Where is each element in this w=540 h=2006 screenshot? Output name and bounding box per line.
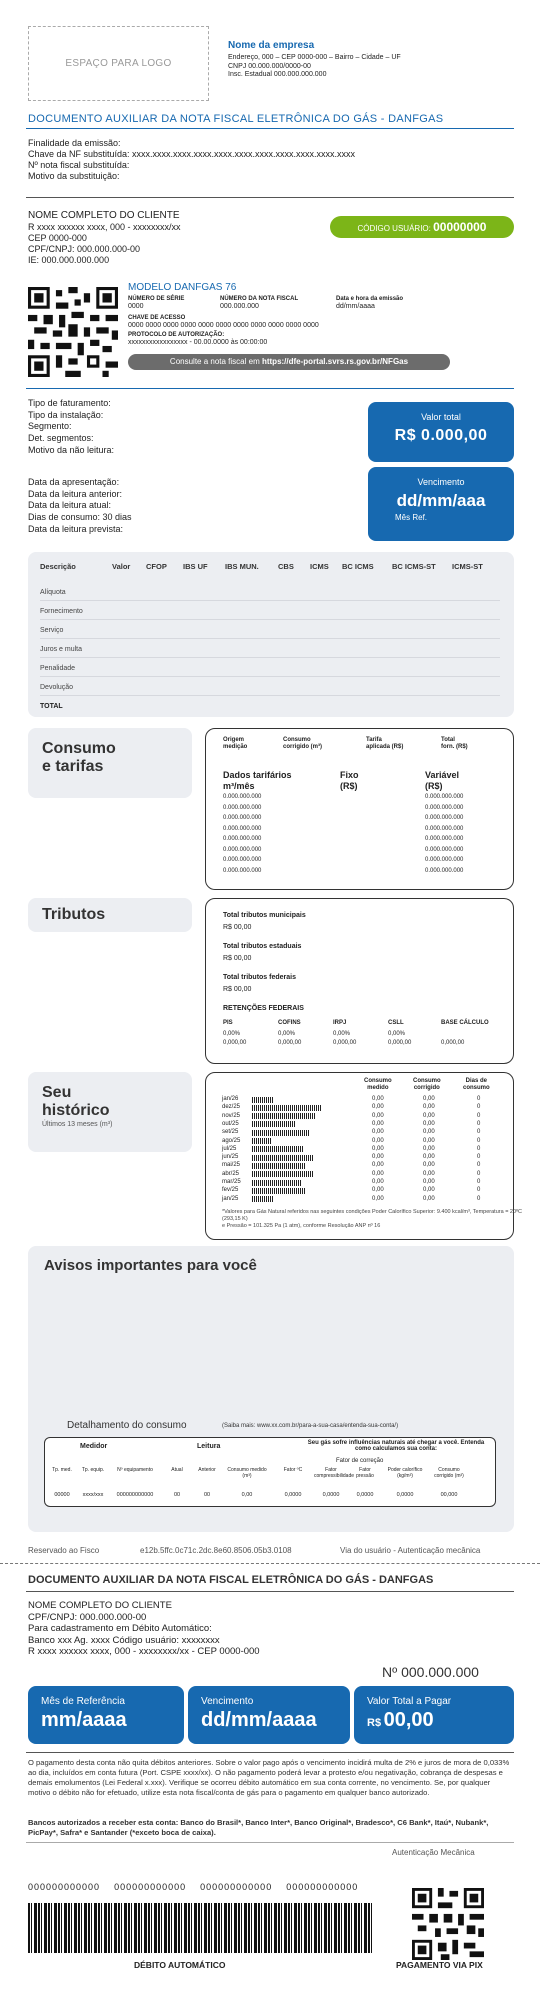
stub-total-box xyxy=(354,1686,514,1744)
tax-header: IBS UF xyxy=(183,562,208,571)
hist-month: mar/25 xyxy=(222,1179,241,1185)
hist-measured-value: 0,00 xyxy=(372,1129,384,1136)
total-box xyxy=(368,402,514,462)
hist-days-value: 0 xyxy=(477,1195,481,1202)
date-label: Data e hora da emissão xyxy=(336,296,404,302)
due-ref: Mês Ref. xyxy=(395,513,428,522)
hist-days-value: 0 xyxy=(477,1096,481,1102)
hist-month: mai/25 xyxy=(222,1162,241,1169)
det-col-header: Atual xyxy=(171,1467,183,1473)
consumo-fixed: Fixo (R$) xyxy=(340,770,359,791)
key-value: 0000 0000 0000 0000 0000 0000 0000 0000 0000 0000 0000 xyxy=(128,322,319,329)
hist-corrected-value: 0,00 xyxy=(423,1179,435,1185)
det-col-header: Fator compressibilidade xyxy=(314,1467,355,1479)
retencoes-label: RETENÇÕES FEDERAIS xyxy=(223,1005,304,1012)
stub-total-currency: R$ xyxy=(367,1717,382,1729)
tax-header: Descrição xyxy=(40,562,76,571)
consumo-h-tariff: Tarifa aplicada (R$) xyxy=(366,737,404,751)
detalhamento-title: Detalhamento do consumo xyxy=(67,1420,187,1431)
hist-days-value: 0 xyxy=(477,1170,481,1177)
ret-header: CSLL xyxy=(388,1020,404,1026)
hist-corrected-value: 0,00 xyxy=(423,1112,435,1119)
hist-month: jun/25 xyxy=(222,1154,239,1161)
hist-corrected-value: 0,00 xyxy=(423,1096,435,1102)
ret-value: 0,000,00 xyxy=(441,1040,465,1046)
det-cell: xxxx/xxx xyxy=(82,1492,104,1498)
total-value: R$ 0.000,00 xyxy=(394,427,488,444)
consumo-tariff-data: Dados tarifários m³/mês xyxy=(223,770,292,791)
tax-header: CBS xyxy=(278,562,294,571)
det-col-header: Nº equipamento xyxy=(117,1467,153,1473)
consumo-variable-value: 0.000.000.000 xyxy=(425,867,464,874)
medidor-header: Medidor xyxy=(80,1443,108,1450)
hist-corrected-value: 0,00 xyxy=(423,1120,435,1127)
hist-corrected-value: 0,00 xyxy=(423,1187,435,1194)
hist-note-1: *Valores para Gás Natural referidos nas seguintes condições Poder Calorífico Superior: 9.400 kcal/m³, Temperatura = 20ºC (293,15 K) xyxy=(222,1209,523,1223)
consumo-tariff-value: 0.000.000.000 xyxy=(223,867,262,874)
tax-header: BC ICMS xyxy=(342,562,374,571)
det-cell: 0,0000 xyxy=(356,1492,374,1498)
previous-reading-date: Data da leitura anterior: xyxy=(28,488,123,499)
tax-row-label: Alíquota xyxy=(40,585,500,601)
det-col-header: Tp. med. xyxy=(52,1467,72,1473)
tax-row-label: Penalidade xyxy=(40,661,500,677)
tax-header: ICMS xyxy=(310,562,329,571)
hist-bar xyxy=(252,1130,310,1136)
ret-percent: 0,00% xyxy=(333,1031,351,1037)
hist-bar xyxy=(252,1105,321,1111)
consumo-variable-value: 0.000.000.000 xyxy=(425,815,464,821)
model-block xyxy=(128,282,236,294)
ret-header: COFINS xyxy=(278,1020,301,1026)
tax-row-label: TOTAL xyxy=(40,703,63,710)
stub-ref-box xyxy=(28,1686,184,1744)
fisco-via: Via do usuário - Autenticação mecânica xyxy=(340,1546,481,1555)
hist-measured-value: 0,00 xyxy=(372,1137,384,1144)
stub-deb-label: DÉBITO AUTOMÁTICO xyxy=(134,1960,226,1970)
hist-corrected-value: 0,00 xyxy=(423,1129,435,1136)
hist-measured-value: 0,00 xyxy=(372,1104,384,1111)
qr-code-icon xyxy=(28,287,118,377)
stub-number: Nº 000.000.000 xyxy=(382,1664,479,1680)
tax-header: IBS MUN. xyxy=(225,562,259,571)
avisos-title: Avisos importantes para você xyxy=(44,1257,257,1274)
consumo-tariff-value: 0.000.000.000 xyxy=(223,857,262,863)
consumo-variable: Variável (R$) xyxy=(425,770,460,791)
hist-days-value: 0 xyxy=(477,1145,481,1152)
nota-label: NÚMERO DA NOTA FISCAL xyxy=(220,296,299,302)
consumo-tariff-value: 0.000.000.000 xyxy=(223,836,262,842)
consumo-variable-value: 0.000.000.000 xyxy=(425,836,464,842)
trib-mun-value: R$ 00,00 xyxy=(223,924,252,931)
replaced-number: Nº nota fiscal substituída: xyxy=(28,159,130,170)
hist-corrected-value: 0,00 xyxy=(423,1195,435,1202)
historico-title-2: histórico xyxy=(42,1101,110,1119)
hist-month: fev/25 xyxy=(222,1187,239,1194)
hist-measured-value: 0,00 xyxy=(372,1154,384,1161)
hist-corrected-value: 0,00 xyxy=(423,1162,435,1169)
user-code-badge xyxy=(330,216,514,238)
stub-total-value: 00,00 xyxy=(383,1709,434,1731)
stub-pix-label: PAGAMENTO VIA PIX xyxy=(396,1960,483,1970)
consumo-tariff-value: 0.000.000.000 xyxy=(223,846,262,853)
total-label: Valor total xyxy=(421,412,461,422)
stub-due-label: Vencimento xyxy=(201,1696,254,1707)
tax-row-label: Devolução xyxy=(40,680,500,696)
stub-deb: Para cadastramento em Débito Automático: xyxy=(28,1623,212,1635)
hist-month: ago/25 xyxy=(222,1137,241,1144)
company-name: Nome da empresa xyxy=(228,40,315,51)
stub-doc: CPF/CNPJ: 000.000.000-00 xyxy=(28,1611,147,1623)
tax-row-label: Juros e multa xyxy=(40,642,500,658)
det-col-header: Fator pressão xyxy=(356,1467,374,1479)
hist-measured-value: 0,00 xyxy=(372,1179,384,1185)
hist-measured-value: 0,00 xyxy=(372,1096,384,1102)
det-col-header: Consumo corrigido (m³) xyxy=(434,1467,464,1479)
consumo-tariff-value: 0.000.000.000 xyxy=(223,815,262,821)
ret-percent: 0,00% xyxy=(278,1031,296,1037)
tax-header: ICMS-ST xyxy=(452,562,483,571)
client-cep: CEP 0000-000 xyxy=(28,233,87,244)
emission-purpose: Finalidade da emissão: xyxy=(28,138,121,148)
doc-title: DOCUMENTO AUXILIAR DA NOTA FISCAL ELETRÔNICA DO GÁS - DANFGAS xyxy=(28,113,444,125)
tax-header: BC ICMS-ST xyxy=(392,562,436,571)
ret-header: PIS xyxy=(223,1020,233,1026)
ret-value: 0,000,00 xyxy=(333,1040,357,1046)
ret-percent: 0,00% xyxy=(388,1031,406,1037)
consumo-variable-value: 0.000.000.000 xyxy=(425,825,464,832)
ret-percent: 0,00% xyxy=(223,1031,241,1037)
nota-value: 000.000.000 xyxy=(220,303,259,310)
hist-bar xyxy=(252,1138,271,1144)
consumo-tariff-value: 0.000.000.000 xyxy=(223,825,262,832)
replaced-key: Chave da NF substituída: xxxx.xxxx.xxxx.xxxx.xxxx.xxxx.xxxx.xxxx.xxxx.xxxx.xxxx xyxy=(28,148,356,159)
tributos-card xyxy=(205,898,514,1064)
prot-value: xxxxxxxxxxxxxxxxx - 00.00.0000 às 00:00:00 xyxy=(128,339,268,346)
hist-corrected-value: 0,00 xyxy=(423,1154,435,1161)
trib-est-label: Total tributos estaduais xyxy=(223,943,302,950)
hist-days-value: 0 xyxy=(477,1137,481,1144)
client-name: NOME COMPLETO DO CLIENTE xyxy=(28,210,180,221)
company-cnpj: CNPJ 00.000.000/0000-00 xyxy=(228,62,311,70)
consumo-title-1: Consumo xyxy=(42,740,116,757)
emission-block xyxy=(28,138,355,182)
prot-label: PROTOCOLO DE AUTORIZAÇÃO: xyxy=(128,332,225,338)
stub-address: R xxxx xxxxxx xxxx, 000 - xxxxxxxx/xx - CEP 0000-000 xyxy=(28,1646,260,1658)
stub-total-label: Valor Total a Pagar xyxy=(367,1696,452,1707)
trib-fed-label: Total tributos federais xyxy=(223,974,296,981)
consumo-label xyxy=(28,728,192,798)
stub-notice: O pagamento desta conta não quita débitos anteriores. Sobre o valor pago após o vencimento incidirá multa de 2% e juros de mora de 0,033% ao dia, incluídos em conta futura (Port. CSPE xxxx/xx). O não pagamento poderá levar a protesto e/ou negativação, cobrança de despesas e demais emolumentos (Lei Federal x.xxx). Verifique se ocorreu débito automático em sua conta corrente, no vencimento. Se, por qualquer motivo o débito não for efetuado, utilize esta nota fiscal/conta de gás para o pagamento em qualquer banco autorizado. xyxy=(28,1758,510,1798)
hist-h-corrected: Consumo corrigido xyxy=(413,1078,441,1092)
influence-text: Seu gás sofre influências naturais até chegar a você. Entenda como calculamos sua conta: xyxy=(307,1440,485,1452)
fisco-label: Reservado ao Fisco xyxy=(28,1546,100,1555)
user-code-value: 00000000 xyxy=(433,220,487,234)
consumo-h-total: Total forn. (R$) xyxy=(441,737,468,751)
company-block xyxy=(228,40,401,80)
hist-measured-value: 0,00 xyxy=(372,1162,384,1169)
hist-bar xyxy=(252,1188,306,1194)
hist-days-value: 0 xyxy=(477,1112,481,1119)
trib-est-value: R$ 00,00 xyxy=(223,955,252,962)
trib-mun-label: Total tributos municipais xyxy=(223,912,306,919)
fator-header: Fator de correção xyxy=(336,1458,384,1464)
billing-type: Tipo de faturamento: xyxy=(28,398,111,408)
hist-measured-value: 0,00 xyxy=(372,1187,384,1194)
det-cell: 00,000 xyxy=(440,1492,458,1498)
hist-notes xyxy=(222,1209,540,1230)
segment: Segmento: xyxy=(28,421,72,432)
det-cell: 0,00 xyxy=(241,1492,253,1498)
hist-days-value: 0 xyxy=(477,1104,481,1111)
stub-ref-label: Mês de Referência xyxy=(41,1696,125,1707)
hist-month: jul/25 xyxy=(222,1145,237,1152)
hist-measured-value: 0,00 xyxy=(372,1120,384,1127)
det-col-header: Fator ºC xyxy=(283,1467,303,1473)
pix-qr-icon xyxy=(412,1888,484,1960)
hist-bar xyxy=(252,1180,302,1186)
consumo-tariff-value: 0.000.000.000 xyxy=(223,794,262,800)
leitura-header: Leitura xyxy=(197,1443,221,1450)
hist-measured-value: 0,00 xyxy=(372,1170,384,1177)
tax-row-label: Serviço xyxy=(40,623,500,639)
client-block xyxy=(28,210,181,266)
key-label: CHAVE DE ACESSO xyxy=(128,315,186,321)
serie-label: NÚMERO DE SÉRIE xyxy=(128,296,185,302)
presentation-date: Data da apresentação: xyxy=(28,477,120,487)
tributos-title: Tributos xyxy=(42,906,106,923)
hist-month: dez/25 xyxy=(222,1104,241,1111)
client-address: R xxxx xxxxxx xxxx, 000 - xxxxxxxx/xx xyxy=(28,222,181,233)
user-code-label: CÓDIGO USUÁRIO: xyxy=(357,224,431,233)
historico-sub: Últimos 13 meses (m³) xyxy=(42,1121,113,1129)
stub-bank: Banco xxx Ag. xxxx Código usuário: xxxxxxxx xyxy=(28,1634,220,1646)
stub-title: DOCUMENTO AUXILIAR DA NOTA FISCAL ELETRÔNICA DO GÁS - DANFGAS xyxy=(28,1574,434,1586)
consumo-variable-value: 0.000.000.000 xyxy=(425,846,464,853)
due-box xyxy=(368,467,514,541)
client-doc: CPF/CNPJ: 000.000.000-00 xyxy=(28,244,141,255)
hist-days-value: 0 xyxy=(477,1162,481,1169)
expected-reading-date: Data da leitura prevista: xyxy=(28,523,124,534)
hist-corrected-value: 0,00 xyxy=(423,1170,435,1177)
det-col-header: Tp. equip. xyxy=(81,1467,105,1473)
det-cell: 0,0000 xyxy=(396,1492,414,1498)
stub-auth: Autenticação Mecânica xyxy=(392,1848,475,1857)
hist-days-value: 0 xyxy=(477,1120,481,1127)
stub-banks: Bancos autorizados a receber esta conta: Banco do Brasil*, Banco Inter*, Banco Original*, Bradesco*, C6 Bank*, Itaú*, Nubank*, PicPay*, Safra* e Santander (*exceto boca de caixa). xyxy=(28,1818,489,1838)
stub-name: NOME COMPLETO DO CLIENTE xyxy=(28,1600,172,1611)
hist-days-value: 0 xyxy=(477,1179,481,1185)
hist-month: out/25 xyxy=(222,1120,239,1127)
hist-corrected-value: 0,00 xyxy=(423,1145,435,1152)
model-title: MODELO DANFGAS 76 xyxy=(128,282,237,293)
hist-month: set/25 xyxy=(222,1129,239,1136)
stub-due-box xyxy=(188,1686,350,1744)
stub-client xyxy=(28,1600,260,1658)
hist-bar xyxy=(252,1097,273,1103)
hist-measured-value: 0,00 xyxy=(372,1112,384,1119)
hist-days-value: 0 xyxy=(477,1129,481,1136)
hist-bar xyxy=(252,1163,306,1169)
logo-placeholder xyxy=(28,26,209,101)
stub-due-value: dd/mm/aaaa xyxy=(201,1709,317,1731)
hist-note-2: e Pressão = 101.325 Pa (1 atm), conforme Resolução ANP nº 16 xyxy=(222,1223,381,1230)
hist-h-measured: Consumo medido xyxy=(364,1078,392,1092)
hist-month: abr/25 xyxy=(222,1170,240,1177)
serie-value: 0000 xyxy=(128,303,144,310)
tax-row-label: Fornecimento xyxy=(40,604,500,620)
ret-header: IRPJ xyxy=(333,1020,347,1026)
consult-url[interactable]: https://dfe-portal.svrs.rs.gov.br/NFGas xyxy=(261,357,409,366)
consumo-variable-value: 0.000.000.000 xyxy=(425,857,464,863)
det-cell: 0,0000 xyxy=(284,1492,302,1498)
company-ie: Insc. Estadual 000.000.000.000 xyxy=(228,71,327,79)
fisco-hash: e12b.5ffc.0c71c.2dc.8e60.8506.05b3.0108 xyxy=(140,1546,292,1555)
hist-corrected-value: 0,00 xyxy=(423,1104,435,1111)
logo-text: ESPAÇO PARA LOGO xyxy=(65,58,172,69)
historico-title-1: Seu xyxy=(42,1084,72,1101)
cut-line xyxy=(0,1563,540,1564)
ret-header: BASE CÁLCULO xyxy=(441,1020,489,1026)
hist-month: nov/25 xyxy=(222,1112,241,1119)
consumo-title-2: e tarifas xyxy=(42,757,104,775)
hist-measured-value: 0,00 xyxy=(372,1145,384,1152)
consumo-tariff-value: 0.000.000.000 xyxy=(223,804,262,811)
company-address: Endereço, 000 – CEP 0000-000 – Bairro – Cidade – UF xyxy=(228,54,401,62)
consult-text: Consulte a nota fiscal em xyxy=(169,357,262,366)
hist-h-days: Dias de consumo xyxy=(463,1078,490,1092)
det-cell: 00 xyxy=(203,1492,211,1498)
detalhamento-link[interactable]: (Saiba mais: www.xx.com.br/para-a-sua-casa/entenda-sua-conta/) xyxy=(222,1423,399,1429)
hist-month: jan/26 xyxy=(222,1096,239,1102)
hist-bar xyxy=(252,1146,304,1152)
installation-type: Tipo da instalação: xyxy=(28,409,104,420)
dates-block xyxy=(28,477,132,535)
det-cell: 000000000000 xyxy=(116,1492,154,1498)
hist-bar xyxy=(252,1171,313,1177)
client-ie: IE: 000.000.000.000 xyxy=(28,255,110,266)
ret-value: 0,000,00 xyxy=(388,1040,412,1046)
tax-header: CFOP xyxy=(146,562,167,571)
hist-days-value: 0 xyxy=(477,1154,481,1161)
hist-bar xyxy=(252,1155,313,1161)
det-col-header: Consumo medido (m³) xyxy=(227,1467,267,1479)
hist-month: jan/25 xyxy=(222,1195,239,1202)
consumo-h-corrected: Consumo corrigido (m³) xyxy=(283,737,322,751)
consumo-variable-value: 0.000.000.000 xyxy=(425,804,464,811)
tax-header: Valor xyxy=(112,562,131,571)
hist-measured-value: 0,00 xyxy=(372,1195,384,1202)
det-col-header: Poder calorífico (kg/m³) xyxy=(387,1467,423,1479)
segment-details: Det. segmentos: xyxy=(28,433,94,444)
det-cell: 00000 xyxy=(54,1492,70,1498)
stub-ref-value: mm/aaaa xyxy=(41,1709,127,1731)
due-value: dd/mm/aaa xyxy=(396,491,486,510)
hist-corrected-value: 0,00 xyxy=(423,1137,435,1144)
consumo-h-origin: Origem medição xyxy=(223,737,248,751)
hist-days-value: 0 xyxy=(477,1187,481,1194)
replacement-reason: Motivo da substituição: xyxy=(28,170,120,181)
det-cell: 0,0000 xyxy=(322,1492,340,1498)
no-reading-reason: Motivo da não leitura: xyxy=(28,444,115,455)
current-reading-date: Data da leitura atual: xyxy=(28,500,112,511)
trib-fed-value: R$ 00,00 xyxy=(223,986,252,993)
historico-label xyxy=(28,1072,192,1152)
consult-link[interactable] xyxy=(128,354,450,370)
hist-bar xyxy=(252,1121,295,1127)
ret-value: 0,000,00 xyxy=(223,1040,247,1046)
billing-block xyxy=(28,398,114,456)
det-col-header: Anterior xyxy=(198,1467,216,1473)
hist-bar xyxy=(252,1196,273,1202)
tributos-label xyxy=(28,898,192,932)
due-label: Vencimento xyxy=(417,477,465,487)
barcode-icon xyxy=(28,1903,374,1953)
det-cell: 00 xyxy=(173,1492,181,1498)
consumption-days: Dias de consumo: 30 dias xyxy=(28,512,132,523)
stub-barcode-digits: 000000000000 000000000000 000000000000 000000000000 xyxy=(28,1882,359,1892)
date-value: dd/mm/aaaa xyxy=(336,303,375,310)
consumo-variable-value: 0.000.000.000 xyxy=(425,794,464,800)
hist-bar xyxy=(252,1113,315,1119)
ret-value: 0,000,00 xyxy=(278,1040,302,1046)
